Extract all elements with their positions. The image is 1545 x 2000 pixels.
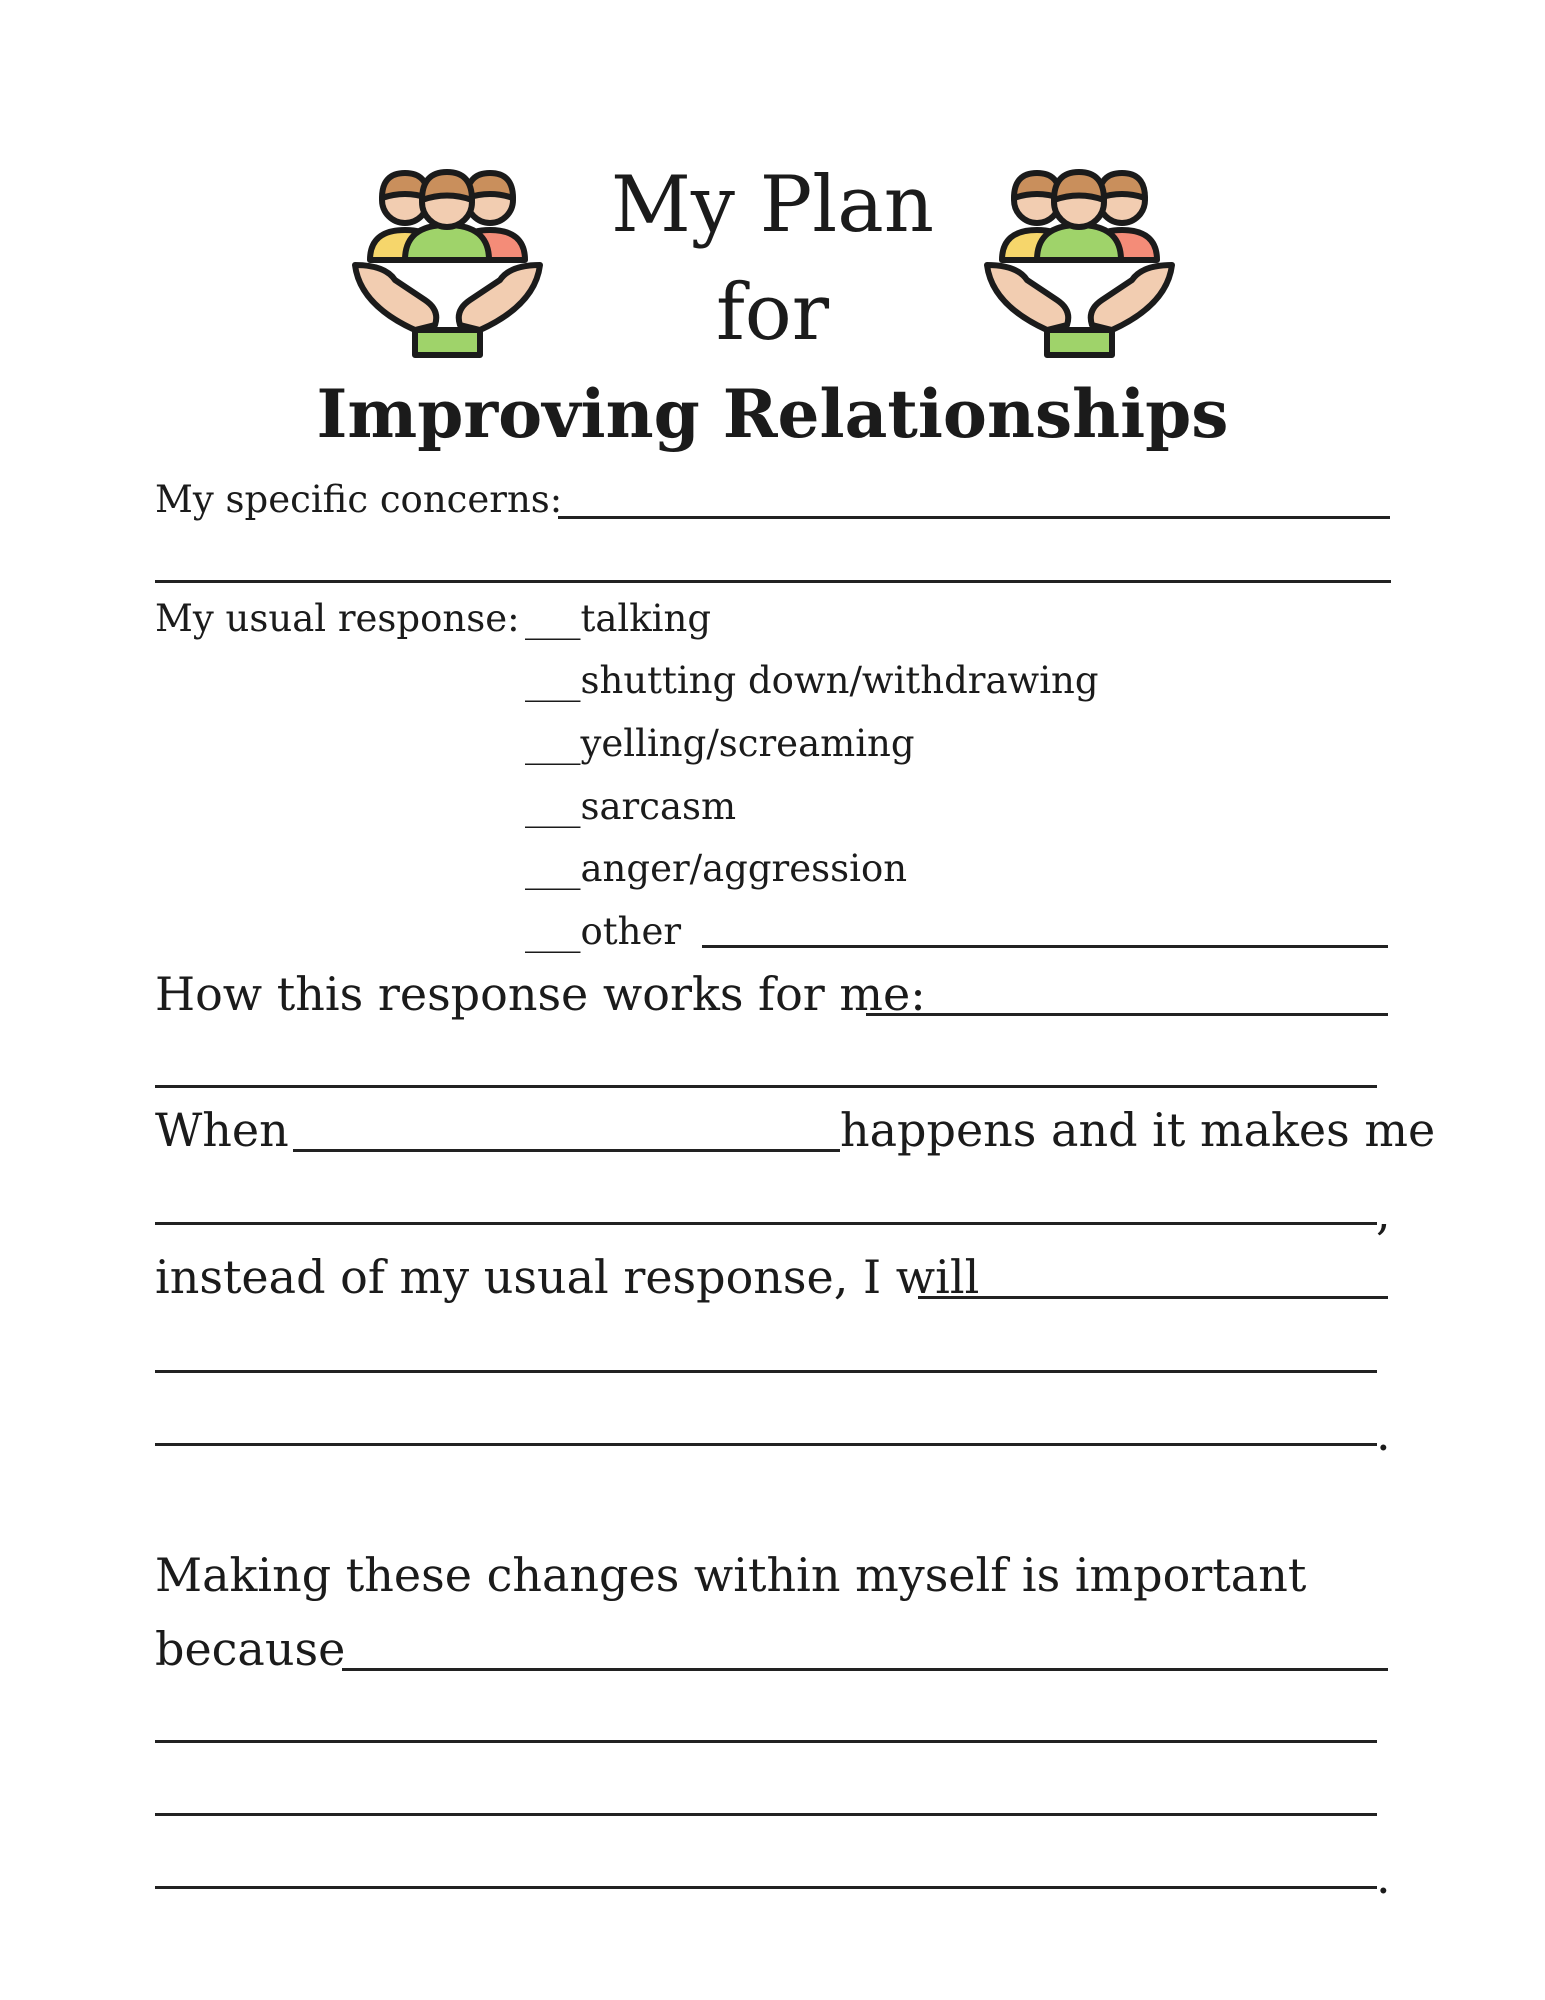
because-blank-3[interactable] [155, 1813, 1377, 1816]
other-blank[interactable] [702, 945, 1388, 948]
final-period: . [1376, 1850, 1391, 1904]
works-blank-2[interactable] [155, 1085, 1377, 1088]
happens-label: happens and it makes me [840, 1103, 1436, 1157]
instead-blank-2[interactable] [155, 1370, 1377, 1373]
page-title-line3: Improving Relationships [316, 375, 1229, 453]
page-title-line1: My Plan [611, 160, 934, 250]
when-blank[interactable] [293, 1149, 840, 1152]
because-blank-1[interactable] [342, 1668, 1388, 1671]
response-option-talking[interactable]: ___talking [525, 597, 712, 640]
because-label: because [155, 1622, 346, 1676]
response-label: My usual response: [155, 597, 520, 640]
period: . [1376, 1407, 1391, 1461]
instead-label: instead of my usual response, I will [155, 1250, 980, 1304]
makes-me-blank[interactable] [155, 1222, 1377, 1225]
concerns-blank-2[interactable] [155, 580, 1391, 583]
concerns-label: My specific concerns: [155, 478, 563, 521]
because-blank-2[interactable] [155, 1740, 1377, 1743]
works-label: How this response works for me: [155, 967, 926, 1021]
response-option-sarcasm[interactable]: ___sarcasm [525, 785, 737, 828]
response-option-anger[interactable]: ___anger/aggression [525, 847, 908, 890]
instead-blank-1[interactable] [918, 1296, 1388, 1299]
response-option-yelling[interactable]: ___yelling/screaming [525, 722, 915, 765]
page-title-line2: for [715, 268, 830, 358]
works-blank-1[interactable] [866, 1013, 1388, 1016]
when-label: When [155, 1103, 289, 1157]
instead-blank-3[interactable] [155, 1443, 1377, 1446]
response-option-shutting-down[interactable]: ___shutting down/withdrawing [525, 659, 1099, 702]
importance-text: Making these changes within myself is important [155, 1548, 1307, 1602]
concerns-blank-1[interactable] [558, 516, 1390, 519]
comma: , [1376, 1186, 1391, 1240]
response-option-other[interactable]: ___other [525, 910, 682, 953]
because-blank-4[interactable] [155, 1886, 1377, 1889]
